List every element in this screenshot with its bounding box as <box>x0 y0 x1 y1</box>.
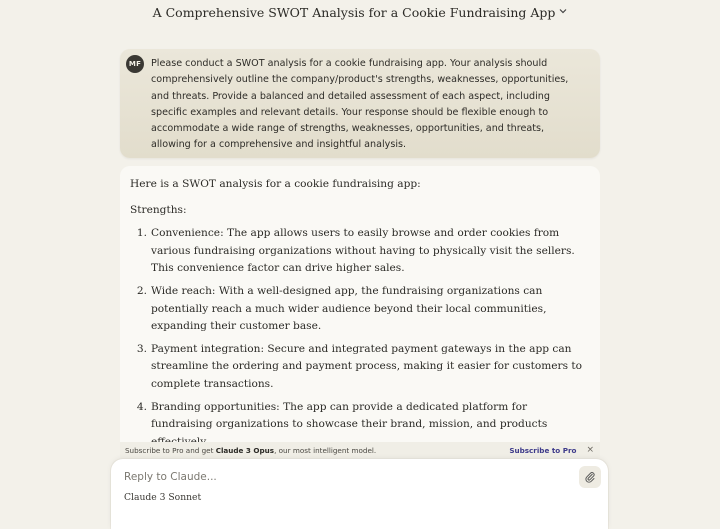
attach-button[interactable] <box>579 466 601 488</box>
promo-prefix: Subscribe to Pro and get <box>125 445 216 455</box>
list-item-number: 2. <box>136 284 147 297</box>
list-item-number: 4. <box>136 400 147 413</box>
user-message-text: Please conduct a SWOT analysis for a cookie fundraising app. Your analysis should comprehensively outline the company/product's strengths, weaknesses, opportunities, and threats. Provide a balanced and detailed assessment of each aspect, including specific examples and relevant details. Your response should be flexible enough to accommodate a wide range of strengths, weaknesses, opportunities, and threats, allowing for a comprehensive and insightful analysis. <box>151 58 569 151</box>
model-selector[interactable]: Claude 3 Sonnet <box>124 492 202 503</box>
list-item <box>130 283 590 336</box>
list-item-number: 1. <box>136 227 147 240</box>
promo-suffix: , our most intelligent model. <box>274 445 377 455</box>
chat-title-dropdown[interactable] <box>153 1 568 25</box>
promo-text <box>125 446 509 455</box>
close-icon[interactable]: × <box>586 445 594 455</box>
list-item-text: Wide reach: With a well-designed app, the fundraising organizations can potentially reach a much wider audience beyond their local communities, expanding their customer base. <box>151 284 547 333</box>
composer <box>111 459 608 529</box>
chat-header <box>0 0 720 26</box>
strengths-list <box>130 225 590 451</box>
section-heading: Strengths: <box>130 203 187 216</box>
chat-title: A Comprehensive SWOT Analysis for a Cookie Fundraising App <box>152 5 556 20</box>
promo-model-name: Claude 3 Opus <box>215 445 275 455</box>
chevron-down-icon <box>559 0 567 24</box>
list-item-text: Convenience: The app allows users to easily browse and order cookies from various fundraising organizations without having to physically visit the sellers. This convenience factor can drive higher sales. <box>151 227 575 275</box>
avatar: MF <box>126 55 144 73</box>
subscribe-to-pro-link[interactable]: Subscribe to Pro <box>509 445 577 455</box>
list-item-text: Payment integration: Secure and integrated payment gateways in the app can streamline the ordering and payment process, making it easier for customers to complete transactions. <box>151 342 583 390</box>
reply-input[interactable] <box>124 468 564 486</box>
list-item <box>130 225 590 278</box>
user-message <box>120 49 600 158</box>
list-item <box>130 341 590 394</box>
paperclip-icon <box>584 468 596 487</box>
assistant-message <box>120 166 600 458</box>
list-item-number: 3. <box>136 342 147 355</box>
list-item-text: Branding opportunities: The app can provide a dedicated platform for fundraising organizations to showcase their brand, mission, and products <box>151 400 548 431</box>
assistant-intro: Here is a SWOT analysis for a cookie fundraising app: <box>130 178 421 190</box>
subscribe-banner <box>120 442 600 458</box>
